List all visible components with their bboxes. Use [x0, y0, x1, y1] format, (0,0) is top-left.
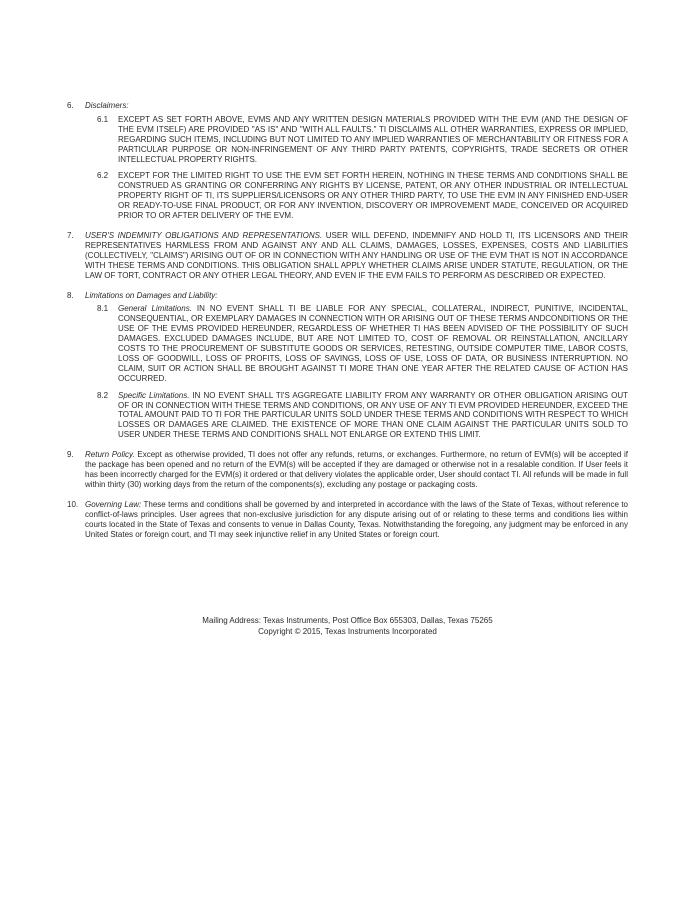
section-7-text: USER WILL DEFEND, INDEMNIFY AND HOLD TI, ITS LICENSORS AND THEIR REPRESENTATIVES HARMLESS FROM AND AGAINST ANY AND ALL CLAIMS, DAMAGES, LOSSES, EXPENSES, COSTS AND LIABILITIES (COLLECTIVELY, "CLAIMS") ARISING OUT OF OR IN CONNECTION WITH ANY HANDLING OR USE OF THE EVM THAT IS NOT IN ACCORDANCE WITH THESE TERMS AND CONDITIONS. THIS OBLIGATION SHALL APPLY WHETHER CLAIMS ARISE UNDER STATUTE, REGULATION, OR THE LAW OF TORT, CONTRACT OR ANY OTHER LEGAL THEORY, AND EVEN IF THE EVM FAILS TO PERFORM AS DESCRIBED OR EXPECTED.: [85, 230, 628, 280]
footer-copyright: Copyright © 2015, Texas Instruments Incorporated: [258, 626, 437, 636]
subsection-8-1: [97, 304, 628, 383]
subsection-6-2-number: 6.2: [97, 171, 109, 181]
section-9-lead: Return Policy.: [85, 450, 135, 460]
section-6-heading: Disclaimers:: [85, 101, 129, 110]
section-7: [67, 231, 628, 281]
subsection-6-1-number: 6.1: [97, 114, 109, 124]
subsection-6-1: [97, 115, 628, 165]
subsection-8-1-text: IN NO EVENT SHALL TI BE LIABLE FOR ANY SPECIAL, COLLATERAL, INDIRECT, PUNITIVE, INCIDENTAL, CONSEQUENTIAL, OR EXEMPLARY DAMAGES IN CONNECTION WITH OR ARISING OUT OF THESE TERMS ANDCONDITIONS OR THE USE OF THE EVMS PROVIDED HEREUNDER, REGARDLESS OF WHETHER TI HAS BEEN ADVISED OF THE POSSIBILITY OF SUCH DAMAGES. EXCLUDED DAMAGES INCLUDE, BUT ARE NOT LIMITED TO, COST OF REMOVAL OR REINSTALLATION, ANCILLARY COSTS TO THE PROCUREMENT OF SUBSTITUTE GOODS OR SERVICES, RETESTING, OUTSIDE COMPUTER TIME, LABOR COSTS, LOSS OF GOODWILL, LOSS OF PROFITS, LOSS OF SAVINGS, LOSS OF USE, LOSS OF DATA, OR BUSINESS INTERRUPTION. NO CLAIM, SUIT OR ACTION SHALL BE BROUGHT AGAINST TI MORE THAN ONE YEAR AFTER THE RELATED CAUSE OF ACTION HAS OCCURRED.: [118, 304, 628, 383]
section-9-paragraph: [85, 450, 628, 490]
section-10-lead: Governing Law:: [85, 499, 142, 509]
section-10: [67, 500, 628, 540]
section-8-heading: Limitations on Damages and Liability:: [85, 290, 218, 300]
section-7-lead: USER'S INDEMNITY OBLIGATIONS AND REPRESENTATIONS.: [85, 230, 323, 240]
subsection-6-2-text: EXCEPT FOR THE LIMITED RIGHT TO USE THE EVM SET FORTH HEREIN, NOTHING IN THESE TERMS AND CONDITIONS SHALL BE CONSTRUED AS GRANTING OR CONFERRING ANY RIGHTS BY LICENSE, PATENT, OR ANY OTHER INDUSTRIAL OR INTELLECTUAL PROPERTY RIGHT OF TI, ITS SUPPLIERS/LICENSORS OR ANY OTHER THIRD PARTY, TO USE THE EVM IN ANY FINISHED END-USER OR READY-TO-USE FINAL PRODUCT, OR FOR ANY INVENTION, DISCOVERY OR IMPROVEMENT MADE, CONCEIVED OR ACQUIRED PRIOR TO OR AFTER DELIVERY OF THE EVM.: [118, 171, 628, 221]
terms-content: [67, 101, 628, 549]
section-7-paragraph: [85, 231, 628, 281]
section-9: [67, 450, 628, 490]
subsection-8-1-lead: General Limitations.: [118, 304, 192, 314]
section-10-text: These terms and conditions shall be governed by and interpreted in accordance with the laws of the State of Texas, without reference to conflict-of-laws principles. User agrees that non-exclusive jurisdiction for any dispute arising out of or relating to these terms and conditions lies within courts located in the State of Texas and consents to venue in Dallas County, Texas. Notwithstanding the foregoing, any judgment may be enforced in any United States or foreign court, and TI may seek injunctive relief in any United States or foreign court.: [85, 499, 629, 539]
page-footer: [67, 616, 628, 637]
section-10-paragraph: [85, 500, 628, 540]
section-10-number: 10.: [67, 499, 79, 509]
subsection-6-1-text: EXCEPT AS SET FORTH ABOVE, EVMS AND ANY WRITTEN DESIGN MATERIALS PROVIDED WITH THE EVM (AND THE DESIGN OF THE EVM ITSELF) ARE PROVIDED "AS IS" AND "WITH ALL FAULTS." TI DISCLAIMS ALL OTHER WARRANTIES, EXPRESS OR IMPLIED, REGARDING SUCH ITEMS, INCLUDING BUT NOT LIMITED TO ANY IMPLIED WARRANTIES OF MERCHANTABILITY OR FITNESS FOR A PARTICULAR PURPOSE OR NON-INFRINGEMENT OF ANY THIRD PARTY PATENTS, COPYRIGHTS, TRADE SECRETS OR OTHER INTELLECTUAL PROPERTY RIGHTS.: [118, 114, 628, 164]
subsection-8-2-number: 8.2: [97, 390, 109, 400]
subsection-8-1-number: 8.1: [97, 304, 109, 314]
section-9-number: 9.: [67, 450, 74, 460]
section-6: [67, 101, 628, 221]
subsection-8-1-paragraph: [118, 304, 628, 383]
section-6-number: 6.: [67, 101, 74, 110]
section-9-text: Except as otherwise provided, TI does not offer any refunds, returns, or exchanges. Furthermore, no return of EVM(s) will be accepted if the package has been opened and no return of the EVM(s) will be accepted if they are damaged or otherwise not in a resalable condition. If User feels it has been incorrectly charged for the EVM(s) it ordered or that delivery violates the applicable order, User should contact TI. All refunds will be made in full within thirty (30) working days from the return of the components(s), excluding any postage or packaging costs.: [85, 450, 629, 489]
section-7-number: 7.: [67, 230, 74, 240]
section-8: [67, 291, 628, 441]
subsection-8-2: [97, 391, 628, 441]
subsection-6-2: [97, 171, 628, 221]
subsection-8-2-paragraph: [118, 391, 628, 441]
footer-mailing-address: Mailing Address: Texas Instruments, Post Office Box 655303, Dallas, Texas 75265: [202, 616, 493, 625]
subsection-8-2-text: IN NO EVENT SHALL TI'S AGGREGATE LIABILITY FROM ANY WARRANTY OR OTHER OBLIGATION ARISING OUT OF OR IN CONNECTION WITH THESE TERMS AND CONDITIONS, OR ANY USE OF ANY TI EVM PROVIDED HEREUNDER, EXCEED THE TOTAL AMOUNT PAID TO TI FOR THE PARTICULAR UNITS SOLD UNDER THESE TERMS AND CONDITIONS WITH RESPECT TO WHICH LOSSES OR DAMAGES ARE CLAIMED. THE EXISTENCE OF MORE THAN ONE CLAIM AGAINST THE PARTICULAR UNITS SOLD TO USER UNDER THESE TERMS AND CONDITIONS SHALL NOT ENLARGE OR EXTEND THIS LIMIT.: [118, 390, 628, 440]
section-8-number: 8.: [67, 290, 74, 300]
subsection-8-2-lead: Specific Limitations.: [118, 390, 190, 400]
